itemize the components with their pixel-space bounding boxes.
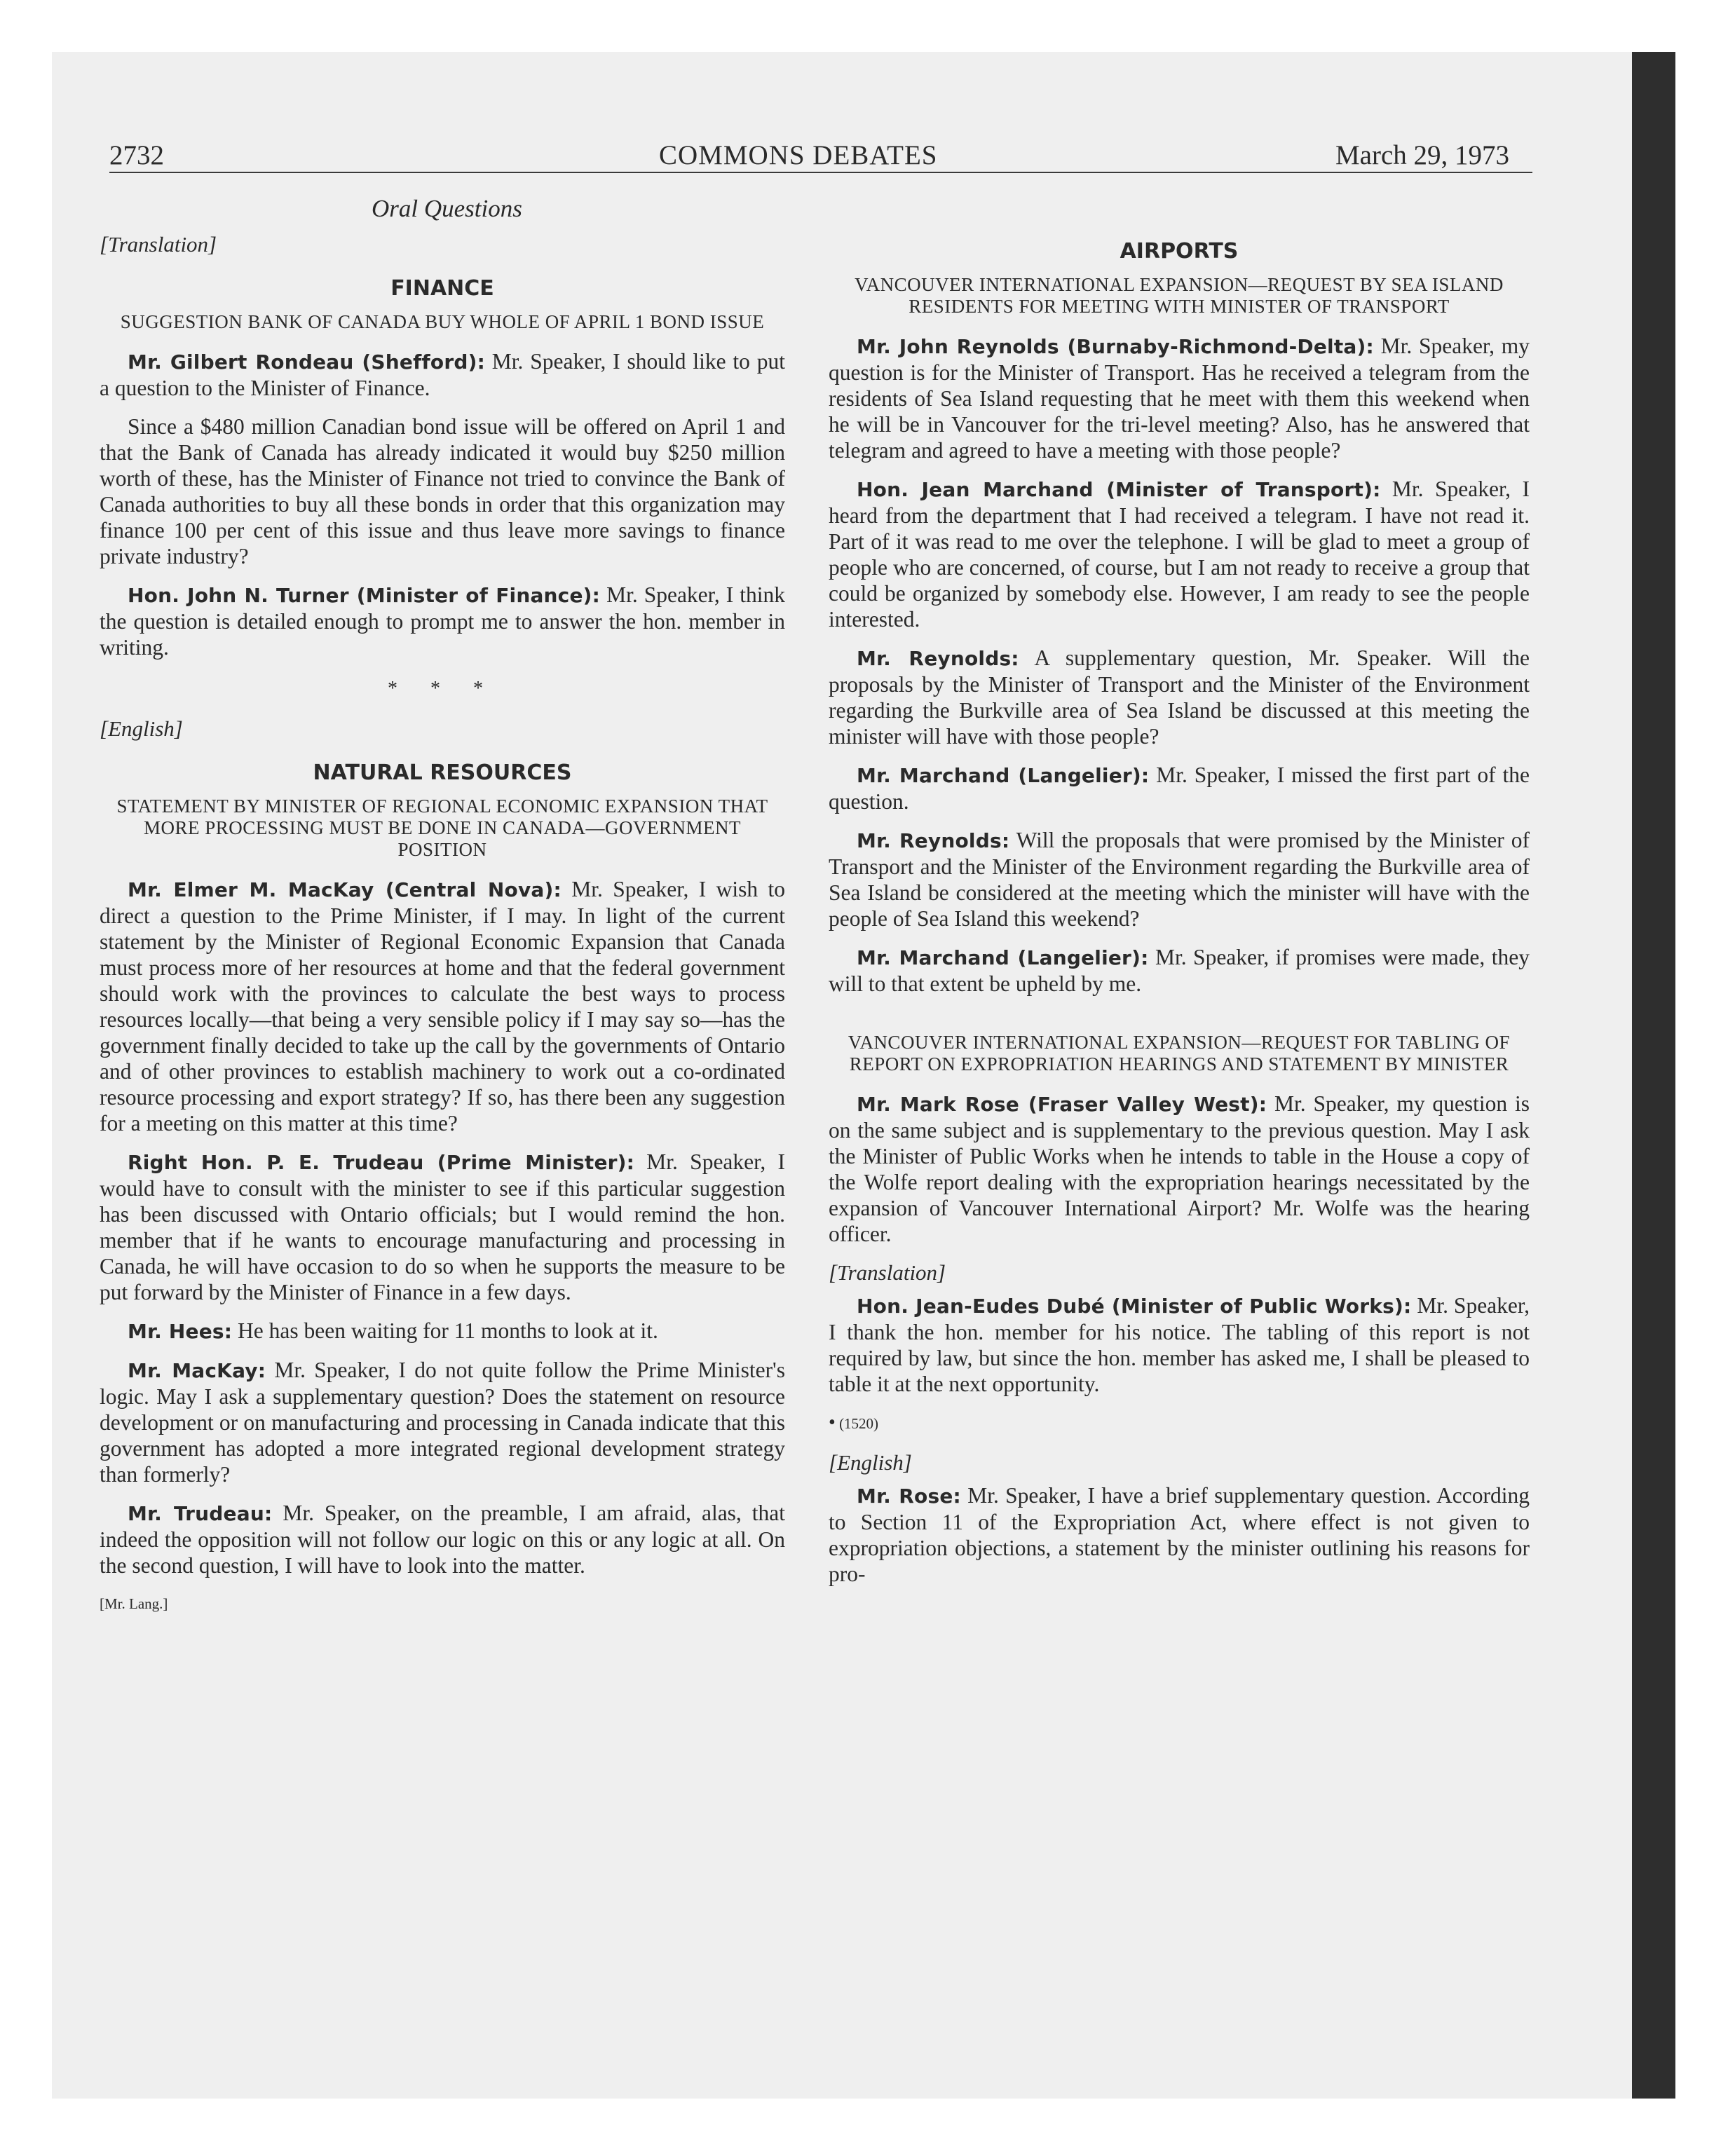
time-value: (1520) <box>839 1415 879 1432</box>
paragraph <box>100 876 785 1136</box>
speech-text: Will the proposals that were promised by the Minister of Transport and the Minister of the Environment regarding the Burkville area of Sea Island be considered at the meeting which the minister will have with the people of Sea Island this weekend? <box>829 828 1530 931</box>
speech-text: Mr. Speaker, I think the question is detailed enough to prompt me to answer the hon. member in writing. <box>100 582 786 660</box>
speaker-name: Right Hon. P. E. Trudeau (Prime Minister): <box>128 1151 635 1174</box>
paragraph <box>100 1149 785 1305</box>
section-subheading: SUGGESTION BANK OF CANADA BUY WHOLE OF APRIL 1 BOND ISSUE <box>120 311 765 332</box>
speech-text: Mr. Speaker, I do not quite follow the Prime Minister's logic. May I ask a supplementary question? Does the statement on resource development or on manufacturing and processing in Canada indicate that this government has adopted a more integrated regional development strategy than formerly? <box>100 1358 785 1487</box>
speech-text: Mr. Speaker, if promises were made, they will to that extent be upheld by me. <box>829 945 1530 996</box>
paragraph <box>829 1482 1530 1587</box>
paragraph <box>829 762 1530 814</box>
speaker-name: Mr. MacKay: <box>128 1359 266 1382</box>
paragraph <box>829 1091 1530 1247</box>
left-column <box>100 231 785 1617</box>
paragraph <box>829 1292 1530 1397</box>
running-head: Oral Questions <box>372 195 522 222</box>
speaker-name: Mr. Hees: <box>128 1320 233 1343</box>
speaker-name: Mr. Mark Rose (Fraser Valley West): <box>857 1093 1267 1116</box>
speaker-name: Mr. Reynolds: <box>857 829 1010 852</box>
speaker-name: Mr. Marchand (Langelier): <box>857 764 1150 787</box>
bullet-icon: • <box>829 1412 836 1433</box>
speaker-name: Mr. Marchand (Langelier): <box>857 946 1149 969</box>
speaker-name: Mr. Gilbert Rondeau (Shefford): <box>128 350 485 374</box>
speaker-signature: [Mr. Lang.] <box>100 1595 168 1612</box>
speaker-name: Mr. Trudeau: <box>128 1502 273 1525</box>
paragraph <box>829 476 1530 632</box>
header-rule <box>109 172 1532 173</box>
time-marker <box>829 1410 1530 1437</box>
speaker-name: Hon. John N. Turner (Minister of Finance): <box>128 584 601 607</box>
speech-text: Mr. Speaker, my question is for the Minister of Transport. Has he received a telegram from the residents of Sea Island requesting that he meet with them this weekend when he will be in Vancouver for the tri-level meeting? Also, has he answered that telegram and agreed to have a meeting with those people? <box>829 334 1530 463</box>
speech-text: A supplementary question, Mr. Speaker. Will the proposals by the Minister of Transport and the Minister of the Environment regarding the Burkville area of Sea Island be discussed at this meeting the minister will have with those people? <box>829 646 1530 749</box>
language-tag: [English] <box>100 716 183 741</box>
speech-text: Mr. Speaker, I wish to direct a question to the Prime Minister, if I may. In light of the current statement by the Minister of Regional Economic Expansion that Canada must process more of her resources at home and that the federal government should work with the provinces to calculate the best ways to process resources locally—that being a very sensible policy if I may say so—has the government finally decided to take up the call by the governments of Ontario and of other provinces to establish machinery to work out a co-ordinated resource processing and export strategy? If so, has there been any suggestion for a meeting on this matter at this time? <box>100 877 785 1135</box>
speech-text: Mr. Speaker, I should like to put a question to the Minister of Finance. <box>100 349 785 400</box>
language-tag: [Translation] <box>829 1260 946 1285</box>
speech-text: Mr. Speaker, I heard from the department that I had received a telegram. I have not read it. Part of it was read to me over the telephone. I will be glad to meet a group of people who are concerned, of course, but I am not ready to receive a group that could be organized by somebody else. However, I am ready to see the people interested. <box>829 477 1530 632</box>
speech-text: Mr. Speaker, my question is on the same subject and is supplementary to the previous question. May I ask the Minister of Public Works when he intends to table in the House a copy of the Wolfe report dealing with the expropriation hearings necessitated by the expansion of Vancouver International Airport? Mr. Wolfe was the hearing officer. <box>829 1091 1530 1246</box>
section-heading-natural-resources: NATURAL RESOURCES <box>313 760 572 785</box>
paragraph <box>100 348 785 401</box>
paragraph <box>100 582 785 660</box>
paragraph <box>829 944 1530 997</box>
speaker-name: Mr. John Reynolds (Burnaby-Richmond-Delta): <box>857 335 1374 358</box>
speech-text: Mr. Speaker, I missed the first part of the question. <box>829 763 1530 814</box>
page-number: 2732 <box>109 140 164 170</box>
paragraph <box>100 1318 785 1344</box>
section-heading-airports: AIRPORTS <box>1120 239 1239 264</box>
speech-text: He has been waiting for 11 months to look at it. <box>232 1318 658 1343</box>
speech-text: Mr. Speaker, on the preamble, I am afraid, alas, that indeed the opposition will not follow our logic on this or any logic at all. On the second question, I will have to look into the matter. <box>100 1501 785 1578</box>
right-column <box>829 231 1530 1599</box>
section-subheading: VANCOUVER INTERNATIONAL EXPANSION—REQUEST FOR TABLING OF REPORT ON EXPROPRIATION HEARINGS AND STATEMENT BY MINISTER <box>848 1032 1511 1074</box>
speech-text: Mr. Speaker, I thank the hon. member for his notice. The tabling of this report is not required by law, but since the hon. member has asked me, I shall be pleased to table it at the next opportunity. <box>829 1293 1530 1396</box>
paragraph <box>829 827 1530 932</box>
paragraph: Since a $480 million Canadian bond issue will be offered on April 1 and that the Bank of Canada has already indicated it would buy $250 million worth of these, has the Minister of Finance not tried to convince the Bank of Canada authorities to buy all these bonds in order that this organization may finance 100 per cent of this issue and thus leave more savings to finance private industry? <box>100 414 785 568</box>
section-separator: * * * <box>388 678 497 700</box>
language-tag: [Translation] <box>100 232 217 257</box>
paragraph <box>829 333 1530 463</box>
speech-text: Mr. Speaker, I would have to consult with the minister to see if this particular suggestion has been discussed with Ontario officials; but I would remind the hon. member that if he wants to encourage manufacturing and processing in Canada, he will have occasion to do so when he supports the measure to be put forward by the Minister of Finance in a few days. <box>100 1149 785 1304</box>
page-date: March 29, 1973 <box>1335 140 1510 170</box>
paragraph <box>100 1500 785 1578</box>
speaker-name: Mr. Reynolds: <box>857 647 1019 670</box>
section-subheading: VANCOUVER INTERNATIONAL EXPANSION—REQUEST BY SEA ISLAND RESIDENTS FOR MEETING WITH MINISTER OF TRANSPORT <box>855 274 1504 317</box>
paragraph <box>100 1357 785 1487</box>
paragraph <box>829 645 1530 749</box>
speaker-name: Mr. Elmer M. MacKay (Central Nova): <box>128 878 562 901</box>
section-subheading: STATEMENT BY MINISTER OF REGIONAL ECONOMIC EXPANSION THAT MORE PROCESSING MUST BE DONE IN CANADA—GOVERNMENT POSITION <box>116 796 768 860</box>
section-heading-finance: FINANCE <box>390 276 494 301</box>
speech-text: Mr. Speaker, I have a brief supplementary question. According to Section 11 of the Expropriation Act, where effect is not given to expropriation objections, a statement by the minister outlining his reasons for pro- <box>829 1483 1530 1586</box>
speaker-name: Hon. Jean-Eudes Dubé (Minister of Public Works): <box>857 1295 1412 1318</box>
speaker-name: Hon. Jean Marchand (Minister of Transport): <box>857 478 1381 501</box>
speaker-name: Mr. Rose: <box>857 1485 961 1508</box>
publication-title: COMMONS DEBATES <box>659 140 938 170</box>
language-tag: [English] <box>829 1450 912 1475</box>
